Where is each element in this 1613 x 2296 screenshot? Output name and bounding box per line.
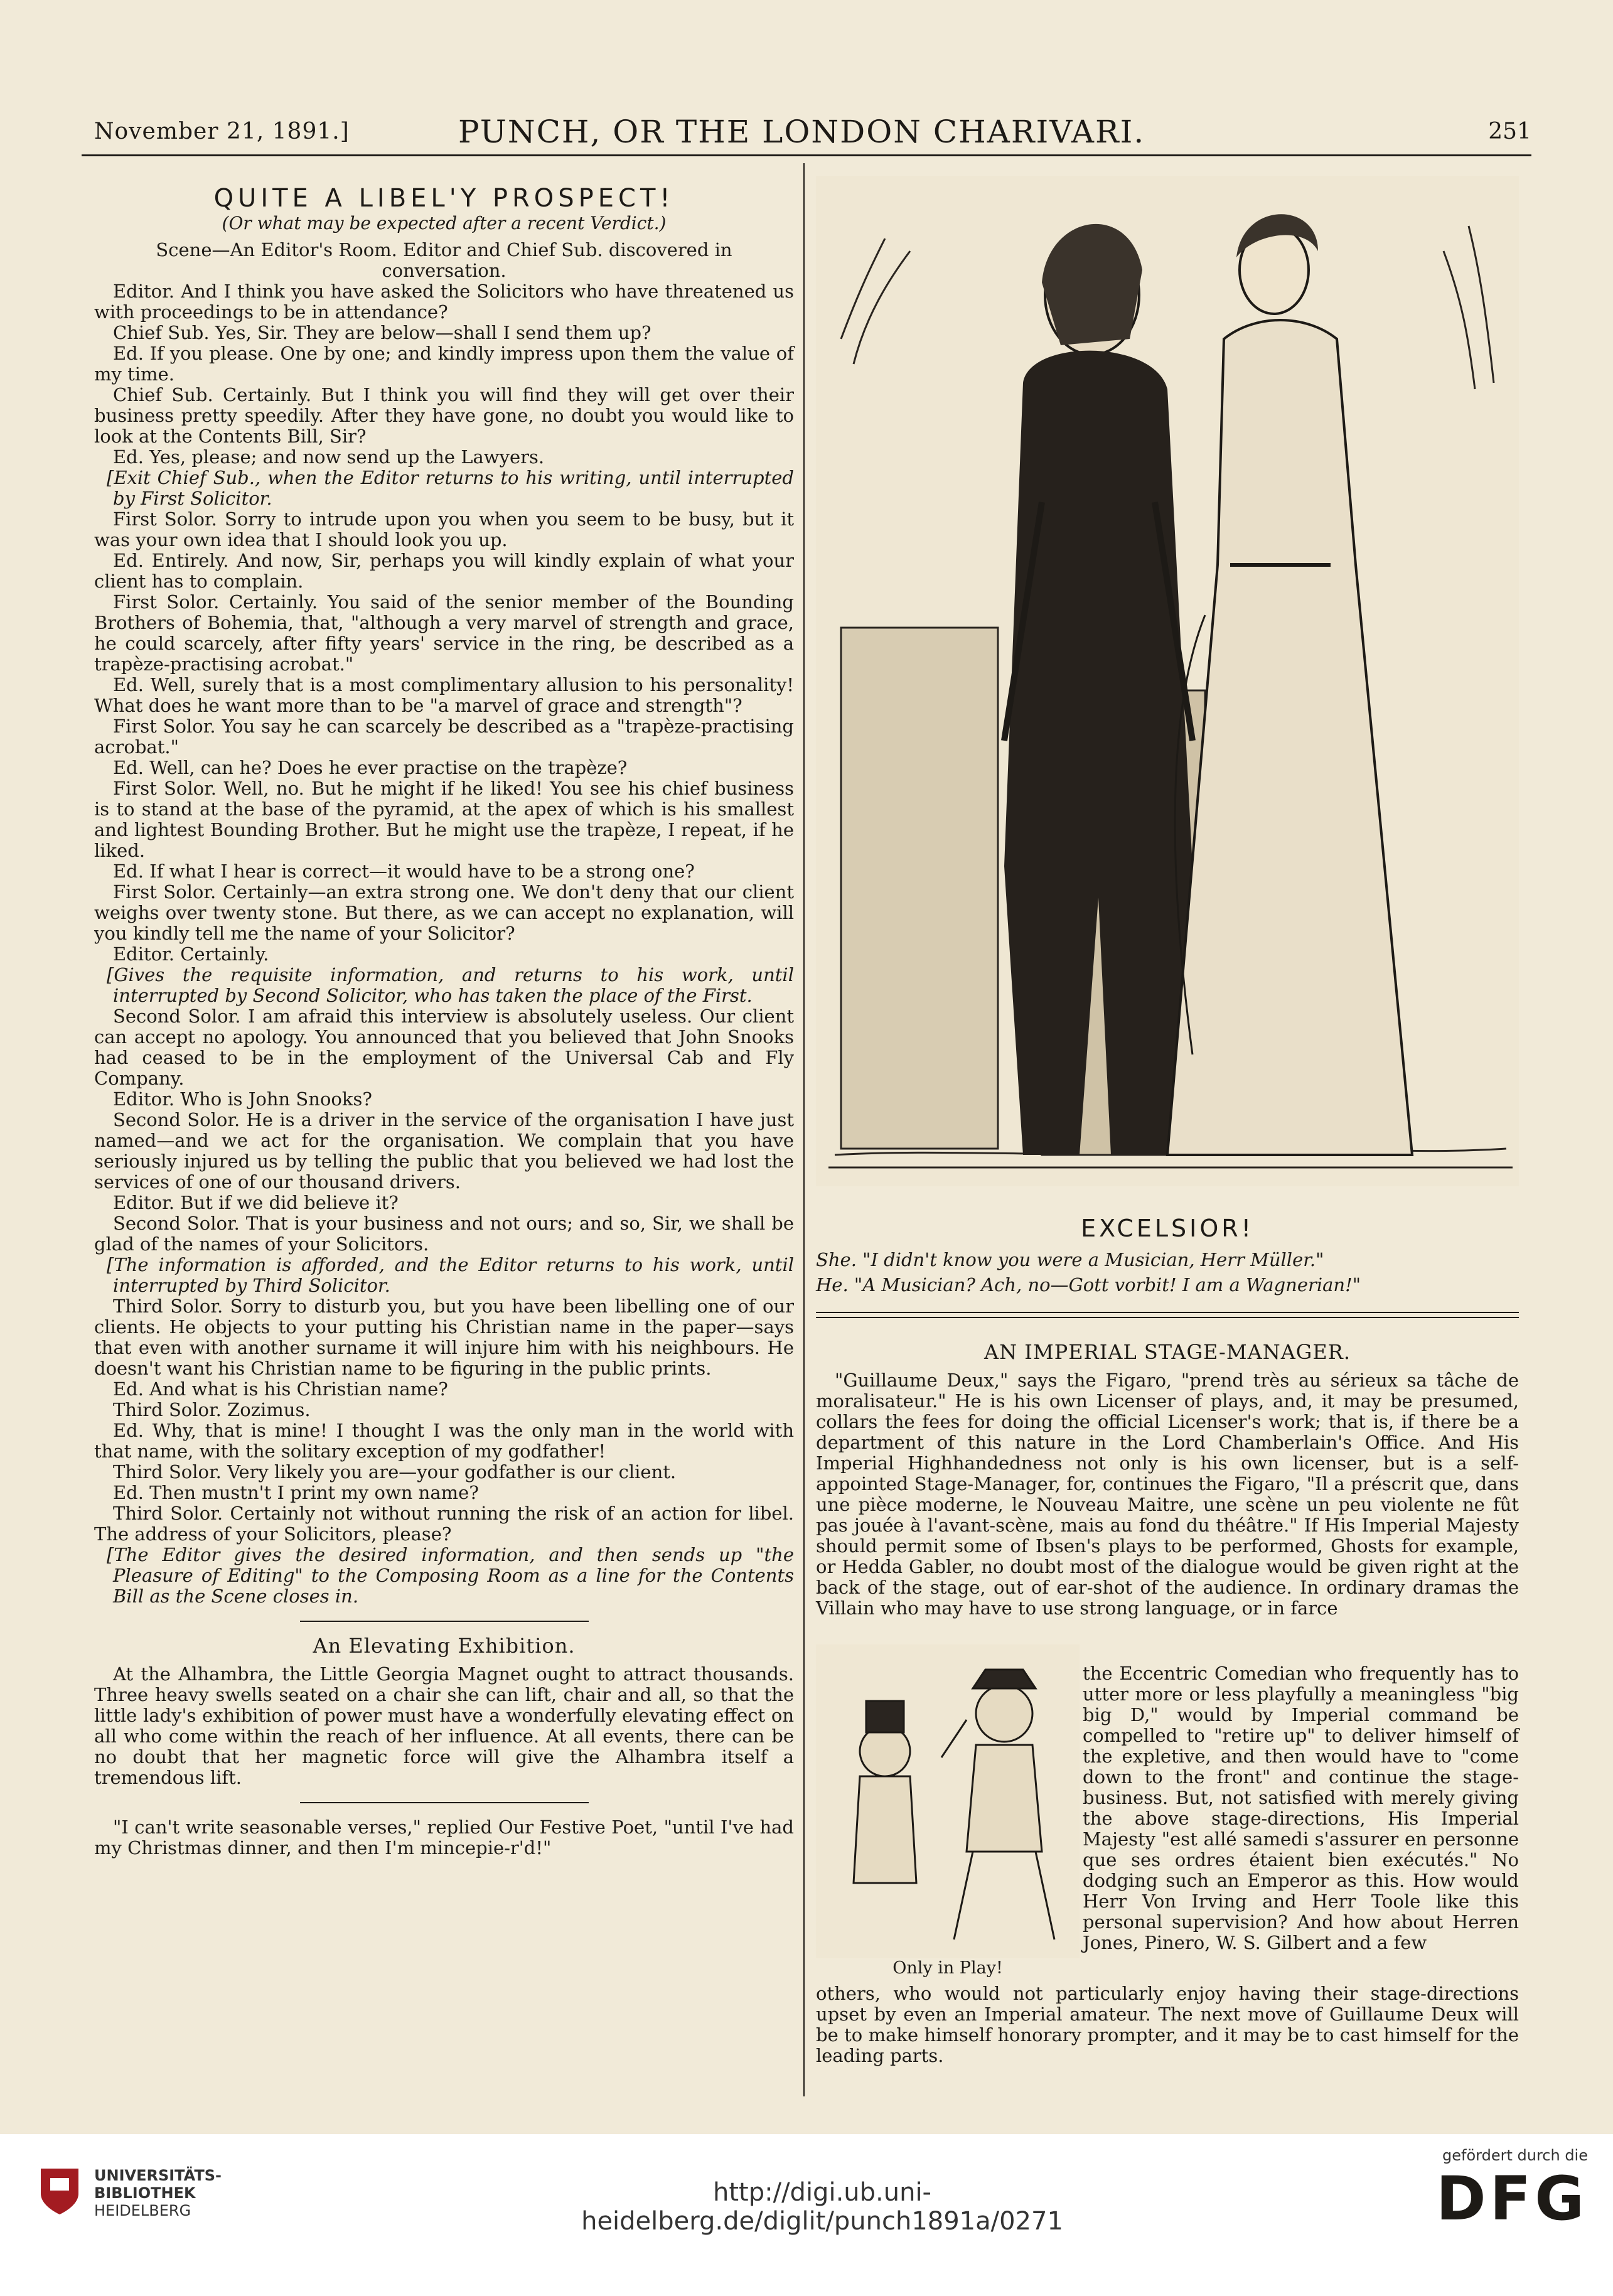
dialogue-line: First Solor. Certainly. You said of the senior member of the Bounding Brothers of Bohemia, that, "although a very marvel of strength and grace, he could scarcely, after fifty years' service in the ring, be described as a trapèze-practising acrobat." bbox=[94, 591, 794, 675]
dialogue-line: First Solor. You say he can scarcely be described as a "trapèze-practising acrobat." bbox=[94, 716, 794, 758]
dialogue-line: Second Solor. That is your business and not ours; and so, Sir, we shall be glad of the names of your Solicitors. bbox=[94, 1213, 794, 1255]
section-divider bbox=[300, 1621, 589, 1622]
cartoon-caption-she: She. "I didn't know you were a Musician, Herr Müller." bbox=[816, 1249, 1324, 1270]
right-column-article bbox=[816, 1331, 1519, 1619]
dialogue-line: Ed. Well, can he? Does he ever practise on the trapèze? bbox=[113, 757, 628, 778]
article-title: QUITE A LIBEL'Y PROSPECT! bbox=[213, 184, 675, 213]
section-divider bbox=[300, 1802, 589, 1803]
article-title: An Elevating Exhibition. bbox=[313, 1634, 576, 1658]
dialogue-line: First Solor. Certainly—an extra strong one. We don't deny that our client weighs over twenty stone. But there, as we can accept no explanation, will you kindly tell me the name of your Solicitor? bbox=[94, 881, 794, 944]
dialogue-line: Ed. If you please. One by one; and kindly impress upon them the value of my time. bbox=[94, 343, 794, 385]
dialogue-line: Third Solor. Very likely you are—your godfather is our client. bbox=[113, 1461, 677, 1483]
funded-by-text: gefördert durch die bbox=[1442, 2147, 1588, 2164]
dialogue-line: First Solor. Well, no. But he might if he liked! You see his chief business is to stand at the base of the pyramid, at the apex of which is his smallest and lightest Bounding Brother. But he might use the trapèze, I repeat, if he liked. bbox=[94, 778, 794, 861]
header-rule bbox=[82, 154, 1531, 156]
dialogue-line: Editor. Certainly. bbox=[113, 943, 269, 965]
dialogue-line: Second Solor. He is a driver in the service of the organisation I have just named—and we act for the organisation. We complain that you have seriously injured us by telling the public that you believed we had lost the services of one of our thousand drivers. bbox=[94, 1109, 794, 1193]
article-body: the Eccentric Comedian who frequently has to utter more or less playfully a meaningless "big big D," would by Imperial command be compelled to "retire up" to deliver himself of the expletive, and then would have to "come down to the front" and continue the stage-business. But, not satisfied with merely giving the above stage-directions, His Imperial Majesty "est allé samedi s'assurer en personne que ses ordres étaient bien exécutés." No dodging such an Emperor as this. How would Herr Von Irving and Herr Toole like this personal supervision? And how about Herren Jones, Pinero, W. S. Gilbert and a few bbox=[1083, 1663, 1519, 1953]
cartoon-caption-he: He. "A Musician? Ach, no—Gott vorbit! I am a Wagnerian!" bbox=[816, 1274, 1361, 1296]
dialogue-line: First Solor. Sorry to intrude upon you when you seem to be busy, but it was your own idea that I should look you up. bbox=[94, 508, 794, 550]
article-body: others, who would not particularly enjoy having their stage-directions upset by even an Imperial amateur. The next move of Guillaume Deux will be to make himself honorary prompter, and it may be to cast himself for the leading parts. bbox=[816, 1983, 1519, 2066]
stage-direction: [Exit Chief Sub., when the Editor returns to his writing, until interrupted by First Solicitor. bbox=[107, 467, 794, 509]
dialogue-line: Third Solor. Certainly not without running the risk of an action for libel. The address of your Solicitors, please? bbox=[94, 1503, 794, 1545]
stage-direction: [The information is afforded, and the Editor returns to his work, until interrupted by Third Solicitor. bbox=[107, 1254, 794, 1296]
library-name-line1: UNIVERSITÄTS- bbox=[94, 2167, 222, 2184]
page-number: 251 bbox=[1488, 119, 1531, 144]
dialogue-line: Second Solor. I am afraid this interview is absolutely useless. Our client can accept no apology. You announced that you believed that John Snooks had ceased to be in the employment of the Universal Cab and Fly Company. bbox=[94, 1006, 794, 1089]
column-divider bbox=[803, 163, 805, 2096]
right-column-end bbox=[816, 1983, 1519, 2066]
dialogue-line: Ed. Well, surely that is a most complimentary allusion to his personality! What does he want more than to be "a marvel of grace and strength"? bbox=[94, 674, 794, 716]
article-title: AN IMPERIAL STAGE-MANAGER. bbox=[984, 1340, 1351, 1364]
dialogue-line: Editor. But if we did believe it? bbox=[113, 1192, 399, 1213]
article-body: "I can't write seasonable verses," replied Our Festive Poet, "until I've had my Christmas dinner, and then I'm mincepie-r'd!" bbox=[94, 1816, 794, 1859]
small-illustration-caption: Only in Play! bbox=[892, 1958, 1003, 1978]
dialogue-line: Chief Sub. Yes, Sir. They are below—shall I send them up? bbox=[113, 322, 651, 343]
small-illustration bbox=[816, 1644, 1080, 1958]
library-name-line2: BIBLIOTHEK bbox=[94, 2184, 196, 2202]
header-date: November 21, 1891.] bbox=[94, 119, 350, 144]
page-header bbox=[82, 112, 1531, 152]
article-body: At the Alhambra, the Little Georgia Magnet ought to attract thousands. Three heavy swells seated on a chair she can lift, chair and all, so that the little lady's exhibition of power must have a wonderfully elevating effect on all who come within the reach of her influence. At all events, there can be no doubt that her magnetic force will give the Alhambra itself a tremendous lift. bbox=[94, 1663, 794, 1788]
dialogue-line: Editor. Who is John Snooks? bbox=[113, 1088, 372, 1110]
cartoon-title: EXCELSIOR! bbox=[1081, 1215, 1254, 1242]
left-column bbox=[94, 184, 794, 1859]
section-rule bbox=[816, 1312, 1519, 1313]
article-body: "Guillaume Deux," says the Figaro, "prend très au sérieux sa tâche de moralisateur." He is his own Licenser of plays, and, it may be presumed, collars the fees for doing the official Licenser's work; that is, if there be a department of this nature in the Lord Chamberlain's Office. And His Imperial Highhandedness not only is his own licenser, but is a self-appointed Stage-Manager, for, continues the Figaro, "Il a préscrit que, dans une pièce moderne, le Nouveau Maitre, une scène un peu violente ne fût pas jouée à l'avant-scène, mais au fond du théâtre." If His Imperial Majesty should permit some of Ibsen's plays to be performed, Ghosts for example, or Hedda Gabler, no doubt most of the dialogue would be given right at the back of the stage, out of ear-shot of the audience. In ordinary dramas the Villain who may have to use strong language, or in farce bbox=[816, 1370, 1519, 1619]
dialogue-line: Ed. Then mustn't I print my own name? bbox=[113, 1482, 479, 1503]
dfg-wordmark: DFG bbox=[1435, 2164, 1588, 2234]
shield-icon bbox=[38, 2165, 82, 2216]
cartoon-illustration bbox=[816, 176, 1519, 1186]
dialogue-line: Ed. And what is his Christian name? bbox=[113, 1378, 448, 1400]
source-url-link[interactable]: http://digi.ub.uni-heidelberg.de/diglit/punch1891a/0271 bbox=[581, 2178, 1063, 2236]
header-title: PUNCH, OR THE LONDON CHARIVARI. bbox=[458, 114, 1145, 150]
article-subtitle: (Or what may be expected after a recent Verdict.) bbox=[222, 213, 667, 233]
section-rule bbox=[816, 1317, 1519, 1318]
scene-direction: Scene—An Editor's Room. Editor and Chief Sub. discovered in conversation. bbox=[156, 239, 732, 281]
dfg-logo[interactable] bbox=[1362, 2147, 1588, 2233]
stage-direction: [Gives the requisite information, and returns to his work, until interrupted by Second Solicitor, who has taken the place of the First. bbox=[107, 964, 794, 1006]
dialogue-line: Chief Sub. Certainly. But I think you will find they will get over their business pretty speedily. After they have gone, no doubt you would like to look at the Contents Bill, Sir? bbox=[94, 384, 794, 447]
right-column-wrap-text bbox=[1083, 1663, 1519, 1953]
dialogue-line: Third Solor. Zozimus. bbox=[113, 1399, 311, 1420]
dialogue-line: Editor. And I think you have asked the Solicitors who have threatened us with proceedings to be in attendance? bbox=[94, 281, 794, 323]
dialogue-line: Ed. Why, that is mine! I thought I was the only man in the world with that name, with the solitary exception of my godfather! bbox=[94, 1420, 794, 1462]
stage-direction: [The Editor gives the desired information, and then sends up "the Pleasure of Editing" to the Composing Room as a line for the Contents Bill as the Scene closes in. bbox=[107, 1544, 794, 1607]
dialogue-line: Third Solor. Sorry to disturb you, but you have been libelling one of our clients. He objects to your putting his Christian name in the paper—says that even with another surname it will injure him with his neighbours. He doesn't want his Christian name to be figuring in the public prints. bbox=[94, 1296, 794, 1379]
dialogue-line: Ed. Entirely. And now, Sir, perhaps you will kindly explain of what your client has to complain. bbox=[94, 550, 794, 592]
dialogue-line: Ed. If what I hear is correct—it would have to be a strong one? bbox=[113, 861, 695, 882]
dialogue-line: Ed. Yes, please; and now send up the Lawyers. bbox=[113, 446, 545, 468]
library-name-line3: HEIDELBERG bbox=[94, 2202, 191, 2219]
